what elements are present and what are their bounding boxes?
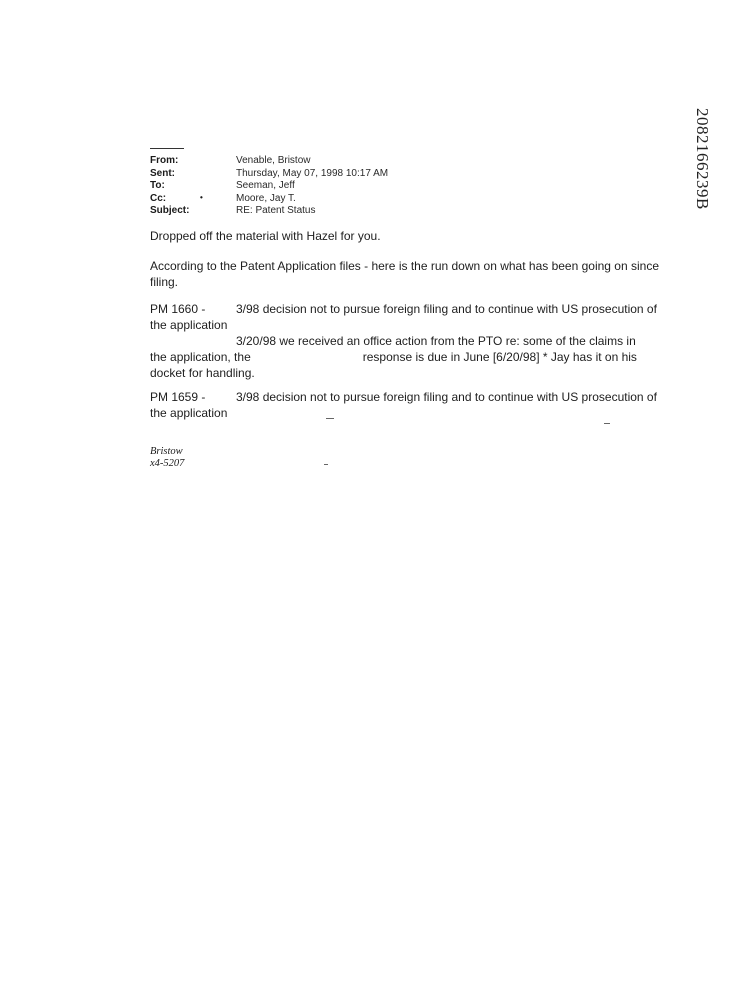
- body-paragraph-1: Dropped off the material with Hazel for you.: [150, 229, 381, 243]
- pm-line: 3/98 decision not to pursue foreign filing and to continue with US prosecution of: [236, 390, 657, 404]
- pm-line: the application: [150, 318, 228, 332]
- header-cc: [150, 193, 388, 206]
- scan-speck: [604, 423, 610, 424]
- header-rule: [150, 148, 184, 149]
- signature-extension: x4-5207: [150, 458, 185, 469]
- header-value: Thursday, May 07, 1998 10:17 AM: [236, 167, 389, 179]
- header-label: Cc:: [150, 192, 167, 204]
- header-label: From:: [150, 155, 179, 166]
- header-label: Sent:: [150, 167, 175, 179]
- pm-line-part: the application, the: [150, 350, 251, 364]
- pm-line: docket for handling.: [150, 366, 255, 380]
- pm-1659-entry: [150, 389, 670, 421]
- body-paragraph-2: According to the Patent Application files - here is the run down on what has been going on since filing.: [150, 259, 659, 289]
- pm-line: the application: [150, 406, 228, 420]
- header-value: RE: Patent Status: [236, 205, 316, 217]
- header-value: Moore, Jay T.: [236, 192, 296, 204]
- pm-label: PM 1659 -: [150, 390, 206, 404]
- signature: [150, 446, 184, 470]
- pm-label: PM 1660 -: [150, 302, 206, 316]
- header-label: Subject:: [150, 205, 190, 217]
- pm-1660-entry: [150, 301, 670, 381]
- signature-name: Bristow: [150, 446, 183, 457]
- pm-line: 3/98 decision not to pursue foreign filing and to continue with US prosecution of: [236, 302, 657, 316]
- scan-speck: [324, 464, 328, 465]
- header-to: [150, 180, 388, 193]
- header-subject: [150, 205, 388, 218]
- email-headers: [150, 155, 388, 218]
- header-sent: [150, 168, 388, 181]
- pm-line: [150, 349, 670, 365]
- scan-mark: •: [200, 193, 203, 202]
- header-value: Seeman, Jeff: [236, 180, 295, 192]
- scan-speck: [326, 418, 334, 419]
- document-id: 2082166239B: [693, 108, 712, 210]
- header-label: To:: [150, 180, 165, 192]
- pm-line: 3/20/98 we received an office action from the PTO re: some of the claims in: [236, 334, 636, 348]
- pm-line-part: response is due in June [6/20/98] * Jay has it on his: [362, 350, 637, 364]
- header-value: Venable, Bristow: [236, 155, 311, 166]
- header-from: [150, 155, 388, 168]
